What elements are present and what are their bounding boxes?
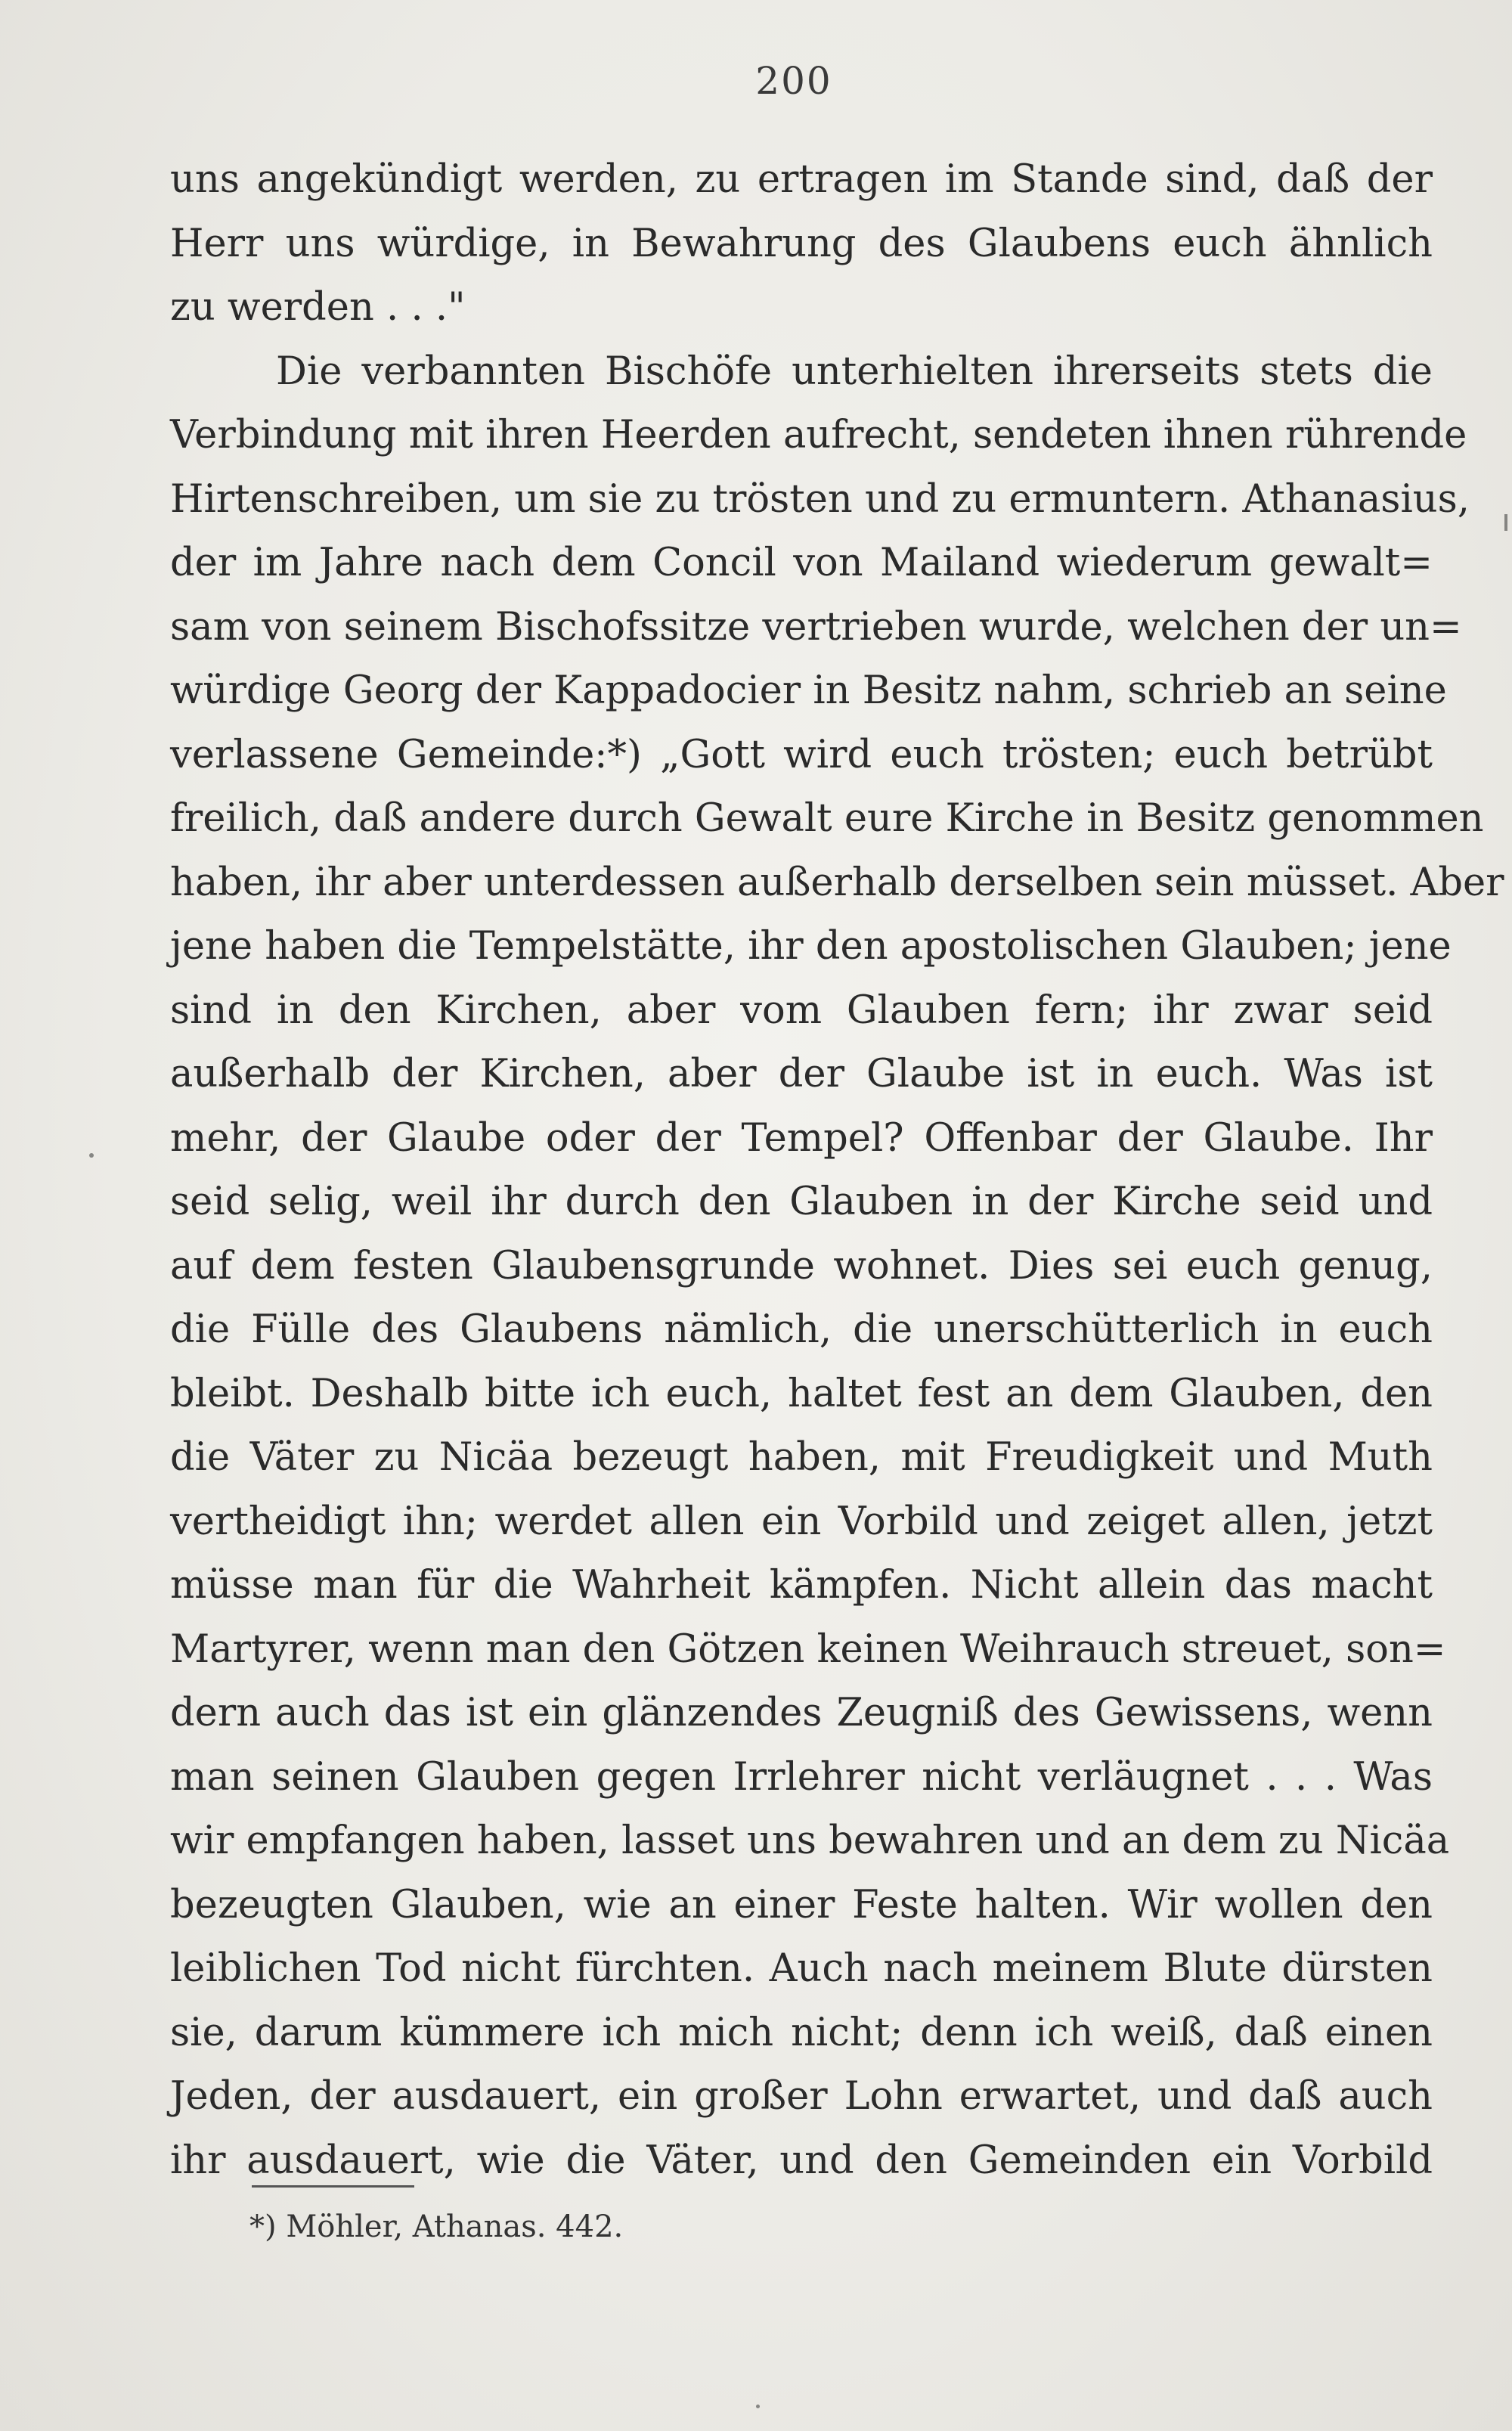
- margin-mark: [1504, 514, 1507, 531]
- text-line: verlassene Gemeinde:*) „Gott wird euch trösten; euch betrübt: [170, 732, 1433, 777]
- text-line: vertheidigt ihn; werdet allen ein Vorbild und zeiget allen, jetzt: [170, 1499, 1433, 1544]
- text-line: wir empfangen haben, lasset uns bewahren und an dem zu Nicäa: [170, 1819, 1450, 1863]
- text-line: auf dem festen Glaubensgrunde wohnet. Dies sei euch genug,: [170, 1243, 1433, 1288]
- text-line: Martyrer, wenn man den Götzen keinen Weihrauch streuet, son=: [170, 1626, 1446, 1672]
- text-line: Hirtenschreiben, um sie zu trösten und zu ermuntern. Athanasius,: [170, 476, 1470, 522]
- text-line: die Fülle des Glaubens nämlich, die unerschütterlich in euch: [170, 1307, 1433, 1352]
- text-line: außerhalb der Kirchen, aber der Glaube ist in euch. Was ist: [170, 1052, 1433, 1096]
- text-line: Die verbannten Bischöfe unterhielten ihrerseits stets die: [276, 349, 1433, 394]
- text-line: freilich, daß andere durch Gewalt eure Kirche in Besitz genommen: [170, 796, 1484, 841]
- text-line: sam von seinem Bischofssitze vertrieben wurde, welchen der un=: [170, 604, 1462, 650]
- text-line: bezeugten Glauben, wie an einer Feste halten. Wir wollen den: [170, 1882, 1433, 1927]
- text-line: ihr ausdauert, wie die Väter, und den Gemeinden ein Vorbild: [170, 2138, 1433, 2183]
- text-line: bleibt. Deshalb bitte ich euch, haltet fest an dem Glauben, den: [170, 1371, 1433, 1416]
- text-line: leiblichen Tod nicht fürchten. Auch nach meinem Blute dürsten: [170, 1946, 1433, 1991]
- text-line: uns angekündigt werden, zu ertragen im Stande sind, daß der: [170, 157, 1433, 202]
- text-line: jene haben die Tempelstätte, ihr den apostolischen Glauben; jene: [170, 924, 1452, 969]
- footnote: *) Möhler, Athanas. 442.: [249, 2209, 624, 2244]
- text-line: sind in den Kirchen, aber vom Glauben fern; ihr zwar seid: [170, 988, 1433, 1033]
- text-line: seid selig, weil ihr durch den Glauben in der Kirche seid und: [170, 1180, 1433, 1224]
- text-line: dern auch das ist ein glänzendes Zeugniß des Gewissens, wenn: [170, 1691, 1433, 1735]
- footnote-divider: [252, 2185, 414, 2188]
- stray-mark: [89, 1153, 94, 1158]
- text-line: Verbindung mit ihren Heerden aufrecht, sendeten ihnen rührende: [170, 413, 1467, 457]
- text-line: die Väter zu Nicäa bezeugt haben, mit Freudigkeit und Muth: [170, 1435, 1433, 1480]
- text-line: Jeden, der ausdauert, ein großer Lohn erwartet, und daß auch: [170, 2074, 1433, 2119]
- text-line: haben, ihr aber unterdessen außerhalb derselben sein müsset. Aber: [170, 860, 1504, 905]
- text-line: man seinen Glauben gegen Irrlehrer nicht verläugnet . . . Was: [170, 1754, 1433, 1800]
- page-number: 200: [755, 59, 832, 103]
- text-line: der im Jahre nach dem Concil von Mailand wiederum gewalt=: [170, 541, 1433, 585]
- text-line: sie, darum kümmere ich mich nicht; denn ich weiß, daß einen: [170, 2010, 1433, 2055]
- text-line: müsse man für die Wahrheit kämpfen. Nicht allein das macht: [170, 1563, 1433, 1608]
- text-line: mehr, der Glaube oder der Tempel? Offenbar der Glaube. Ihr: [170, 1115, 1433, 1161]
- stray-mark: [756, 2405, 760, 2408]
- body-text: [170, 148, 1504, 2193]
- text-line: Herr uns würdige, in Bewahrung des Glaubens euch ähnlich: [170, 221, 1433, 266]
- text-line: zu werden . . .": [170, 285, 466, 330]
- text-line: würdige Georg der Kappadocier in Besitz nahm, schrieb an seine: [170, 668, 1447, 713]
